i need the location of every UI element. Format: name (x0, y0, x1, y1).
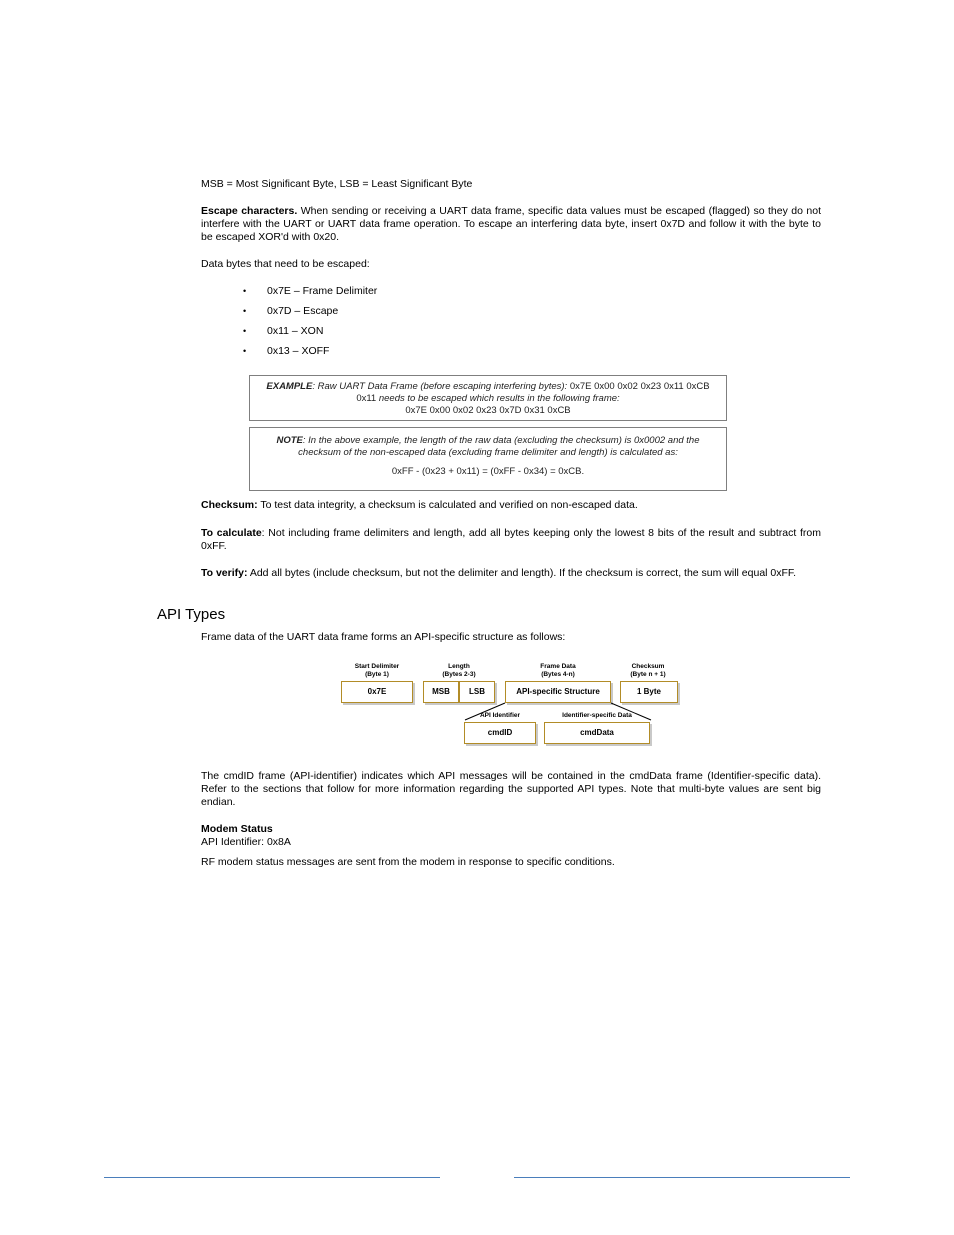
footer-rule-right (514, 1177, 850, 1178)
bullet-icon: • (243, 326, 247, 336)
bullet-item (243, 285, 377, 298)
note-line-2: checksum of the non-escaped data (excluding frame delimiter and length) is calculated as: (298, 447, 678, 458)
api-structure-cell: API-specific Structure (505, 681, 611, 703)
escape-text: When sending or receiving a UART data frame, specific data values must be escaped (flagged) so they do not interfere with the UART or UART data frame operation. To escape an interfering data byte, insert 0x7D and follow it with the byte to be escaped XOR'd with 0x20. (201, 205, 821, 243)
checksum-cell: 1 Byte (620, 681, 678, 703)
bullet-icon: • (243, 346, 247, 356)
bullet-text: 0x7D – Escape (267, 305, 339, 317)
example-box (249, 375, 727, 421)
example-label: EXAMPLE (266, 381, 313, 392)
msb-cell: MSB (423, 681, 459, 703)
api-frame-diagram (330, 660, 700, 755)
verify-paragraph: To verify: Add all bytes (include checksum, but not the delimiter and length). If the checksum is correct, the sum will equal 0xFF. (201, 567, 797, 579)
checksum-paragraph: Checksum: To test data integrity, a checksum is calculated and verified on non-escaped data. (201, 499, 638, 511)
frame-data-caption: Frame Data (Bytes 4-n) (540, 663, 576, 678)
modem-status-title: Modem Status (201, 823, 273, 835)
example-line1-values: 0x7E 0x00 0x02 0x23 0x11 0xCB (569, 381, 710, 392)
lsb-cell: LSB (459, 681, 495, 703)
api-identifier-caption: API Identifier (479, 712, 521, 719)
msb-definition: MSB = Most Significant Byte, LSB = Least Significant Byte (201, 178, 473, 190)
start-delimiter-caption: Start Delimiter (Byte 1) (354, 663, 400, 678)
bullet-icon: • (243, 286, 247, 296)
bullet-text: 0x7E – Frame Delimiter (267, 285, 378, 297)
bullet-text: 0x13 – XOFF (267, 345, 330, 357)
cmddata-cell: cmdData (544, 722, 650, 744)
note-box (249, 427, 727, 491)
identifier-data-caption: Identifier-specific Data (562, 712, 632, 719)
note-label: NOTE (276, 435, 303, 446)
bullet-item (243, 325, 323, 338)
bullet-item (243, 305, 338, 318)
cmdid-cell: cmdID (464, 722, 536, 744)
bullet-item (243, 345, 329, 358)
api-intro: Frame data of the UART data frame forms an API-specific structure as follows: (201, 631, 566, 643)
escape-characters-paragraph (201, 205, 821, 244)
api-types-heading: API Types (157, 606, 226, 623)
bullet-text: 0x11 – XON (267, 325, 324, 337)
footer-rule-left (104, 1177, 440, 1178)
start-delimiter-cell: 0x7E (341, 681, 413, 703)
escape-lead: Escape characters. (201, 205, 298, 217)
checksum-caption: Checksum (Byte n + 1) (630, 663, 666, 678)
calculate-paragraph: To calculate: Not including frame delimiters and length, add all bytes keeping only the lowest 8 bits of the result and subtract from 0xFF. (201, 527, 821, 552)
example-line-1 (250, 381, 726, 393)
escaped-intro: Data bytes that need to be escaped: (201, 258, 370, 270)
api-identifier-line: API Identifier: 0x8A (201, 836, 291, 848)
note-line-3: 0xFF - (0x23 + 0x11) = (0xFF - 0x34) = 0xCB. (391, 466, 585, 477)
example-line-3: 0x7E 0x00 0x02 0x23 0x7D 0x31 0xCB (405, 405, 571, 416)
cmdid-paragraph: The cmdID frame (API-identifier) indicates which API messages will be contained in the cmdData frame (Identifier-specific data). Refer to the sections that follow for more information regarding the supported API types. Note that multi-byte values are sent big endian. (201, 770, 821, 808)
example-line1-text: : Raw UART Data Frame (before escaping interfering bytes): (312, 381, 570, 392)
note-line-1: NOTE: In the above example, the length of the raw data (excluding the checksum) is 0x0002 and the (276, 435, 700, 446)
bullet-icon: • (243, 306, 247, 316)
example-line-2: 0x11 needs to be escaped which results in the following frame: (356, 393, 620, 404)
length-caption: Length (Bytes 2-3) (442, 663, 476, 678)
rf-status-paragraph: RF modem status messages are sent from the modem in response to specific conditions. (201, 856, 615, 868)
